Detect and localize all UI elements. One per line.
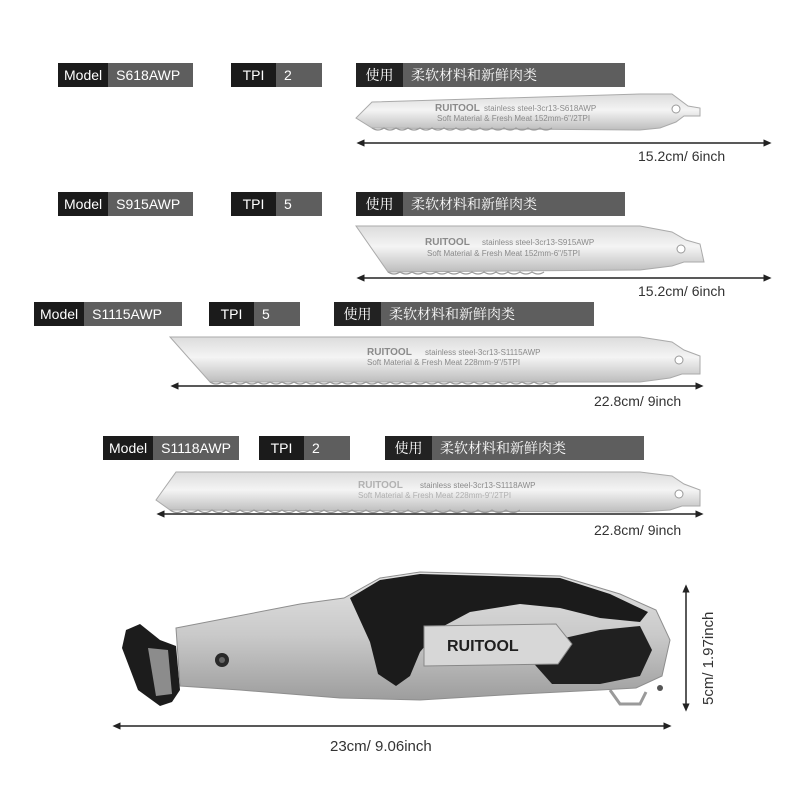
tpi-value: 2 (304, 436, 350, 460)
tool-brand-logo: RUITOOL (447, 638, 519, 655)
model-value: S618AWP (108, 63, 193, 87)
tool-height-label: 5cm/ 1.97inch (700, 611, 717, 705)
use-label: 使用 (385, 436, 432, 460)
model-label: Model (58, 63, 108, 87)
blade-length-1: 15.2cm/ 6inch (638, 148, 726, 164)
model-label: Model (58, 192, 108, 216)
model-value: S1118AWP (153, 436, 239, 460)
blade-brand: RUITOOL (358, 480, 403, 491)
tpi-value: 5 (254, 302, 300, 326)
use-value: 柔软材料和新鲜肉类 (381, 302, 594, 326)
blade-use: Soft Material & Fresh Meat 228mm-9"/2TPI (358, 491, 512, 500)
blade-use: Soft Material & Fresh Meat 152mm-6"/5TPI (427, 249, 581, 258)
tpi-value: 2 (276, 63, 322, 87)
tpi-label: TPI (231, 63, 276, 87)
blade-spec: stainless steel-3cr13-S618AWP (484, 104, 597, 113)
tpi-label: TPI (231, 192, 276, 216)
model-value: S915AWP (108, 192, 193, 216)
tool-length-label: 23cm/ 9.06inch (330, 738, 432, 755)
blade-spec: stainless steel-3cr13-S915AWP (482, 238, 595, 247)
use-label: 使用 (356, 192, 403, 216)
use-value: 柔软材料和新鲜肉类 (403, 192, 625, 216)
blade-length-2: 15.2cm/ 6inch (638, 283, 726, 299)
tpi-value: 5 (276, 192, 322, 216)
model-value: S1115AWP (84, 302, 182, 326)
blade-spec: stainless steel-3cr13-S1118AWP (420, 481, 536, 490)
reciprocating-saw-tool (122, 572, 670, 706)
use-label: 使用 (334, 302, 381, 326)
model-label: Model (34, 302, 84, 326)
blade-1 (356, 94, 700, 130)
use-label: 使用 (356, 63, 403, 87)
tpi-label: TPI (209, 302, 254, 326)
blade-4 (156, 472, 700, 513)
use-value: 柔软材料和新鲜肉类 (403, 63, 625, 87)
blade-length-4: 22.8cm/ 9inch (594, 522, 682, 538)
blade-length-3: 22.8cm/ 9inch (594, 393, 682, 409)
tpi-label: TPI (259, 436, 304, 460)
blade-brand: RUITOOL (435, 103, 480, 114)
blade-spec: stainless steel-3cr13-S1115AWP (425, 348, 541, 357)
model-label: Model (103, 436, 153, 460)
blade-3 (170, 337, 700, 384)
blade-2 (356, 226, 704, 274)
blade-brand: RUITOOL (367, 347, 412, 358)
blade-use: Soft Material & Fresh Meat 228mm-9"/5TPI (367, 358, 521, 367)
blade-use: Soft Material & Fresh Meat 152mm-6"/2TPI (437, 114, 591, 123)
blade-brand: RUITOOL (425, 237, 470, 248)
use-value: 柔软材料和新鲜肉类 (432, 436, 644, 460)
